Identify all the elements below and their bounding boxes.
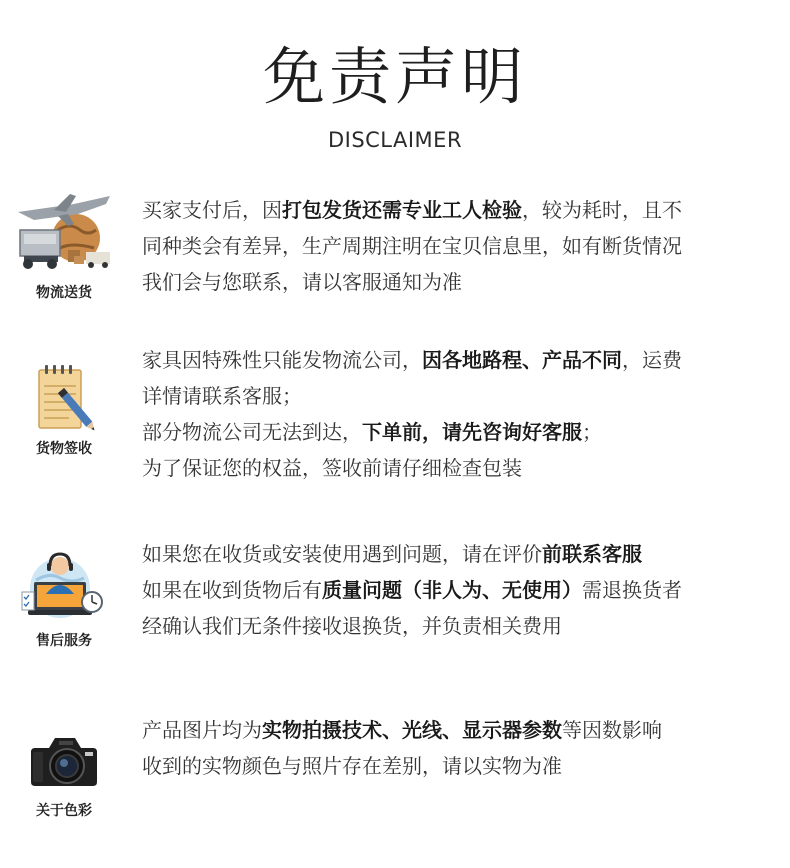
customer-service-headset-icon: [20, 548, 108, 622]
body-text: 如果您在收货或安装使用遇到问题，请在评价: [142, 542, 542, 566]
section-text: [142, 192, 778, 300]
body-text: 买家支付后，因: [142, 198, 282, 222]
text-line: [142, 228, 778, 264]
section-icon-label: 关于色彩: [36, 803, 92, 819]
text-line: [142, 572, 778, 608]
section-text: [142, 342, 778, 486]
body-text: ；: [582, 420, 602, 444]
section-text: [142, 712, 778, 784]
body-text: 经确认我们无条件接收退换货，并负责相关费用: [142, 614, 562, 638]
body-text: 我们会与您联系，请以客服通知为准: [142, 270, 462, 294]
section-icon-block: [8, 362, 120, 458]
text-line: [142, 536, 778, 572]
text-line: [142, 748, 778, 784]
body-text: 产品图片均为: [142, 718, 262, 742]
text-line: [142, 264, 778, 300]
camera-icon: [29, 728, 99, 790]
body-text: 如果在收到货物后有: [142, 578, 322, 602]
text-line: [142, 450, 778, 486]
text-line: [142, 342, 778, 378]
emphasis-text: 下单前，请先咨询好客服: [362, 420, 582, 444]
text-line: [142, 414, 778, 450]
body-text: 家具因特殊性只能发物流公司，: [142, 348, 422, 372]
body-text: 同种类会有差异，生产周期注明在宝贝信息里，如有断货情况: [142, 234, 682, 258]
body-text: 需退换货者: [582, 578, 682, 602]
emphasis-text: 打包发货还需专业工人检验: [282, 198, 522, 222]
body-text: ，运费: [622, 348, 682, 372]
page-title: 免责声明: [262, 40, 527, 113]
logistics-plane-truck-icon: [14, 190, 114, 272]
section-icon-block: [8, 728, 120, 820]
section-text: [142, 536, 778, 644]
page-subtitle: DISCLAIMER: [327, 128, 463, 152]
emphasis-text: 质量问题（非人为、无使用）: [322, 578, 582, 602]
section-icon-label: 售后服务: [36, 633, 92, 649]
body-text: 为了保证您的权益，签收前请仔细检查包装: [142, 456, 522, 480]
emphasis-text: 实物拍摄技术、光线、显示器参数: [262, 718, 562, 742]
emphasis-text: 因各地路程、产品不同: [422, 348, 622, 372]
text-line: [142, 608, 778, 644]
body-text: 详情请联系客服；: [142, 384, 302, 408]
notepad-pencil-icon: [29, 362, 99, 434]
body-text: 等因数影响: [562, 718, 662, 742]
section-icon-block: [8, 548, 120, 650]
text-line: [142, 712, 778, 748]
section-icon-label: 物流送货: [36, 285, 92, 301]
body-text: 部分物流公司无法到达，: [142, 420, 362, 444]
text-line: [142, 192, 778, 228]
body-text: ，较为耗时，且不: [522, 198, 682, 222]
section-icon-block: [8, 190, 120, 302]
body-text: 收到的实物颜色与照片存在差别，请以实物为准: [142, 754, 562, 778]
emphasis-text: 前联系客服: [542, 542, 642, 566]
section-icon-label: 货物签收: [36, 441, 92, 457]
text-line: [142, 378, 778, 414]
